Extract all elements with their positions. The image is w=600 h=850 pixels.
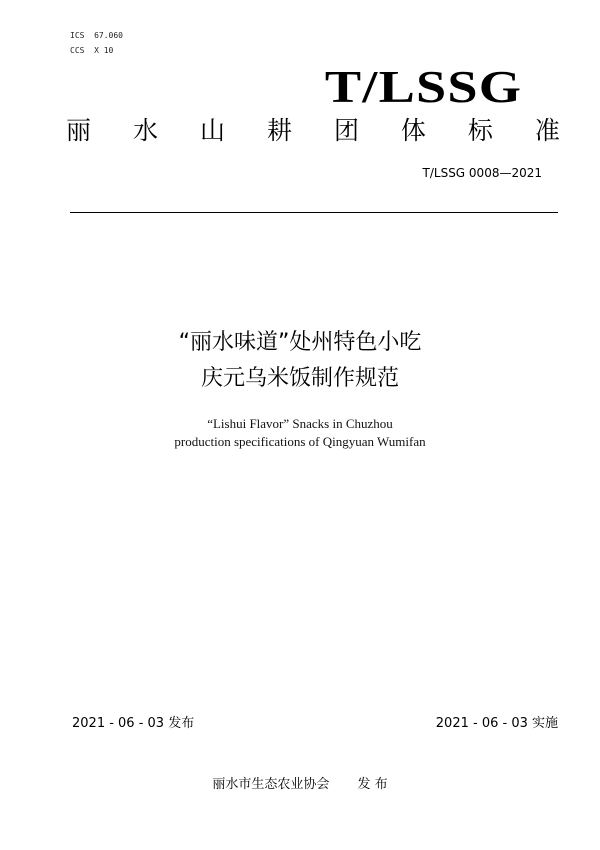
- standard-number: T/LSSG 0008—2021: [422, 166, 542, 180]
- org-name-char: 丽: [66, 116, 92, 145]
- issuer-action: 发 布: [357, 777, 388, 792]
- implementation-date: 2021 - 06 - 03 实施: [435, 716, 558, 731]
- org-name-char: 准: [534, 116, 560, 145]
- organization-standard-name: [66, 114, 560, 148]
- issuer: [0, 777, 600, 793]
- org-name-char: 水: [132, 116, 158, 145]
- header-divider: [70, 212, 558, 213]
- org-name-char: 山: [199, 116, 225, 145]
- org-name-char: 耕: [266, 116, 292, 145]
- issuer-name: 丽水市生态农业协会: [212, 777, 330, 792]
- chinese-title-line-1: “丽水味道”处州特色小吃: [178, 330, 422, 355]
- ccs-code: CCS X 10: [70, 46, 114, 55]
- ics-code: ICS 67.060: [70, 31, 123, 40]
- classification-codes: [70, 28, 123, 58]
- chinese-title-line-2: 庆元乌米饭制作规范: [200, 366, 399, 391]
- org-name-char: 体: [400, 116, 426, 145]
- org-name-char: 团: [333, 116, 359, 145]
- english-title-line-2: production specifications of Qingyuan Wumifan: [174, 434, 426, 449]
- release-date: 2021 - 06 - 03 发布: [72, 716, 195, 731]
- english-title-line-1: “Lishui Flavor” Snacks in Chuzhou: [207, 416, 393, 431]
- standard-logo: T/LSSG: [324, 61, 522, 112]
- org-name-char: 标: [467, 116, 493, 145]
